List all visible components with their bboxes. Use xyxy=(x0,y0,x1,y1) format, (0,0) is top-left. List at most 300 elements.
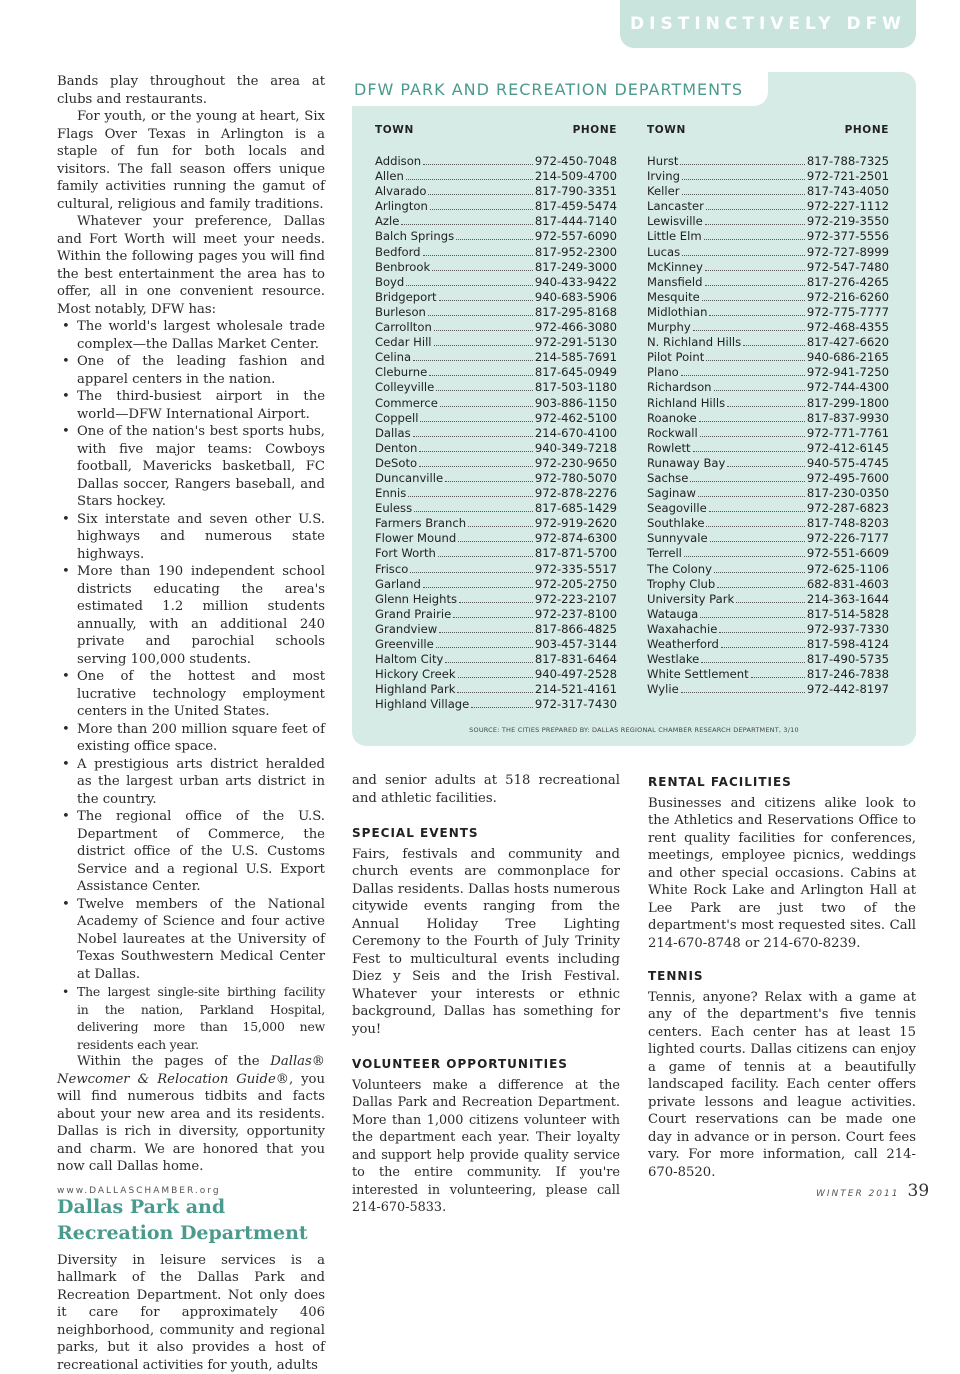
table-row xyxy=(375,365,617,380)
table-row xyxy=(647,320,889,335)
phone-number: 817-743-4050 xyxy=(807,184,889,199)
phone-number: 940-433-9422 xyxy=(535,275,617,290)
table-row xyxy=(647,637,889,652)
dot-leader xyxy=(693,330,805,331)
dot-leader xyxy=(468,526,533,527)
dot-leader xyxy=(682,179,805,180)
dot-leader xyxy=(714,390,805,391)
table-row xyxy=(375,411,617,426)
town-name: N. Richland Hills xyxy=(647,335,741,350)
phone-number: 940-575-4745 xyxy=(807,456,889,471)
town-name: Mesquite xyxy=(647,290,700,305)
col-header-phone: PHONE xyxy=(573,124,617,136)
dot-leader xyxy=(439,300,533,301)
phone-number: 972-941-7250 xyxy=(807,365,889,380)
table-rows xyxy=(647,154,889,697)
phone-number: 972-744-4300 xyxy=(807,380,889,395)
town-name: Highland Village xyxy=(375,697,469,712)
dot-leader xyxy=(682,255,805,256)
dot-leader xyxy=(456,239,533,240)
phone-number: 972-219-3550 xyxy=(807,214,889,229)
dot-leader xyxy=(423,255,533,256)
town-name: Mansfield xyxy=(647,275,703,290)
table-row xyxy=(375,214,617,229)
table-row xyxy=(647,531,889,546)
town-name: Celina xyxy=(375,350,411,365)
dfw-facts-list xyxy=(57,318,325,1053)
list-item: • More than 190 independent school districts educating the area's estimated 1.2 million students annually, with an additional 240 private and parochial schools serving 100,000 students. xyxy=(57,563,325,668)
phone-number: 972-775-7777 xyxy=(807,305,889,320)
phone-number: 817-748-8203 xyxy=(807,516,889,531)
table-row xyxy=(647,622,889,637)
table-row xyxy=(647,652,889,667)
phone-number: 972-237-8100 xyxy=(535,607,617,622)
town-name: Rowlett xyxy=(647,441,691,456)
paragraph: Volunteers make a difference at the Dallas Park and Recreation Department. More than 1,000 citizens volunteer with the department each year. Their loyalty and support help provide quality service to the entire community. If you're interested in volunteering, please call 214-670-5833. xyxy=(352,1077,620,1217)
dot-leader xyxy=(423,164,533,165)
town-name: Farmers Branch xyxy=(375,516,466,531)
table-rows xyxy=(375,154,617,712)
town-name: Dallas xyxy=(375,426,411,441)
table-header xyxy=(647,124,889,136)
town-name: Alvarado xyxy=(375,184,426,199)
town-name: Wylie xyxy=(647,682,679,697)
town-name: Westlake xyxy=(647,652,699,667)
dot-leader xyxy=(428,315,533,316)
town-name: Runaway Bay xyxy=(647,456,725,471)
town-name: Sunnyvale xyxy=(647,531,708,546)
table-row xyxy=(647,245,889,260)
town-name: Bedford xyxy=(375,245,421,260)
town-name: The Colony xyxy=(647,562,712,577)
table-row xyxy=(375,426,617,441)
town-name: Allen xyxy=(375,169,404,184)
town-name: Irving xyxy=(647,169,680,184)
dot-leader xyxy=(432,270,533,271)
phone-number: 817-788-7325 xyxy=(807,154,889,169)
phone-number: 817-276-4265 xyxy=(807,275,889,290)
phone-number: 972-317-7430 xyxy=(535,697,617,712)
table-title: DFW PARK AND RECREATION DEPARTMENTS xyxy=(354,80,743,99)
dot-leader xyxy=(702,300,805,301)
table-row xyxy=(647,667,889,682)
table-row xyxy=(375,290,617,305)
dot-leader xyxy=(408,496,533,497)
phone-number: 214-363-1644 xyxy=(807,592,889,607)
phone-number: 972-495-7600 xyxy=(807,471,889,486)
phone-number: 817-866-4825 xyxy=(535,622,617,637)
table-row xyxy=(375,441,617,456)
table-row xyxy=(647,682,889,697)
phone-number: 817-459-5474 xyxy=(535,199,617,214)
table-row xyxy=(375,562,617,577)
dot-leader xyxy=(459,602,533,603)
dot-leader xyxy=(419,451,532,452)
town-name: Cedar Hill xyxy=(375,335,432,350)
dot-leader xyxy=(714,572,805,573)
table-column-left xyxy=(375,124,617,712)
dot-leader xyxy=(743,345,805,346)
phone-number: 940-349-7218 xyxy=(535,441,617,456)
paragraph: For youth, or the young at heart, Six Flags Over Texas in Arlington is a staple of fun for both locals and visitors. The fall season offers unique family activities running the gamut of cultural, religious and family traditions. xyxy=(57,108,325,213)
table-row xyxy=(647,607,889,622)
dot-leader xyxy=(457,692,532,693)
dot-leader xyxy=(736,602,805,603)
phone-number: 972-377-5556 xyxy=(807,229,889,244)
phone-number: 972-771-7761 xyxy=(807,426,889,441)
dot-leader xyxy=(706,209,805,210)
list-item: • A prestigious arts district heralded as the largest urban arts district in the country. xyxy=(57,756,325,809)
table-row xyxy=(647,471,889,486)
special-events-heading: SPECIAL EVENTS xyxy=(352,825,620,843)
town-name: Duncanville xyxy=(375,471,443,486)
phone-number: 817-685-1429 xyxy=(535,501,617,516)
phone-number: 972-780-5070 xyxy=(535,471,617,486)
phone-number: 817-295-8168 xyxy=(535,305,617,320)
phone-number: 817-299-1800 xyxy=(807,396,889,411)
town-name: Lucas xyxy=(647,245,680,260)
town-name: Midlothian xyxy=(647,305,707,320)
table-row xyxy=(647,154,889,169)
paragraph xyxy=(57,1053,325,1176)
paragraph: Fairs, festivals and community and church events are commonplace for Dallas residents. Dallas hosts numerous citywide events ranging from the Annual Holiday Tree Lighting Ceremony to the Fourth of July Trinity Fest to multicultural events including Diez y Seis and the Irish Festival. Whatever your interests or ethnic background, Dallas has something for you! xyxy=(352,846,620,1039)
dot-leader xyxy=(705,270,805,271)
dot-leader xyxy=(727,406,805,407)
town-name: Flower Mound xyxy=(375,531,456,546)
dot-leader xyxy=(706,526,804,527)
phone-number: 972-291-5130 xyxy=(535,335,617,350)
table-row xyxy=(375,245,617,260)
paragraph: Diversity in leisure services is a hallmark of the Dallas Park and Recreation Department. Not only does it care for approximately 406 neighborhood, community and regional parks, but it also provides a host of recreational activities for youth, adults xyxy=(57,1252,325,1374)
phone-number: 817-427-6620 xyxy=(807,335,889,350)
rental-heading: RENTAL FACILITIES xyxy=(648,774,916,792)
dot-leader xyxy=(721,647,805,648)
town-name: Waxahachie xyxy=(647,622,717,637)
table-row xyxy=(375,305,617,320)
town-name: Burleson xyxy=(375,305,426,320)
dot-leader xyxy=(680,164,804,165)
table-row xyxy=(647,441,889,456)
dot-leader xyxy=(693,451,805,452)
table-row xyxy=(375,592,617,607)
dot-leader xyxy=(438,556,533,557)
table-row xyxy=(375,169,617,184)
table-row xyxy=(375,275,617,290)
phone-number: 972-287-6823 xyxy=(807,501,889,516)
town-name: University Park xyxy=(647,592,734,607)
phone-number: 972-878-2276 xyxy=(535,486,617,501)
table-row xyxy=(647,380,889,395)
town-name: Southlake xyxy=(647,516,704,531)
table-row xyxy=(647,199,889,214)
table-row xyxy=(375,607,617,622)
town-name: Plano xyxy=(647,365,679,380)
column-left xyxy=(57,73,325,1374)
dot-leader xyxy=(704,239,805,240)
phone-number: 972-226-7177 xyxy=(807,531,889,546)
town-name: Ennis xyxy=(375,486,406,501)
phone-number: 817-444-7140 xyxy=(535,214,617,229)
phone-number: 903-457-3144 xyxy=(535,637,617,652)
phone-number: 903-886-1150 xyxy=(535,396,617,411)
guide-title: Dallas® Newcomer & Relocation Guide® xyxy=(57,1054,325,1087)
table-row xyxy=(375,154,617,169)
dot-leader xyxy=(710,541,805,542)
town-name: Richardson xyxy=(647,380,712,395)
table-row xyxy=(375,320,617,335)
dot-leader xyxy=(401,224,532,225)
paragraph: Tennis, anyone? Relax with a game at any of the department's five tennis centers. Each center has at least 15 lighted courts. Dallas citizens can enjoy a game of tennis at a beautifully landscaped facility. Each center offers private lessons and league activities. Court reservations can be made one day in advance or in person. Court fees vary. For more information, call 214-670-8520. xyxy=(648,989,916,1182)
dot-leader xyxy=(719,632,805,633)
dot-leader xyxy=(434,345,533,346)
table-row xyxy=(647,562,889,577)
phone-number: 972-227-1112 xyxy=(807,199,889,214)
list-item: • One of the leading fashion and apparel centers in the nation. xyxy=(57,353,325,388)
dot-leader xyxy=(699,421,805,422)
table-row xyxy=(375,456,617,471)
town-name: DeSoto xyxy=(375,456,417,471)
table-row xyxy=(375,516,617,531)
dot-leader xyxy=(439,632,533,633)
table-row xyxy=(375,682,617,697)
town-name: Terrell xyxy=(647,546,682,561)
dot-leader xyxy=(414,511,533,512)
dpr-heading: Dallas Park and Recreation Department xyxy=(57,1194,325,1246)
phone-number: 817-490-5735 xyxy=(807,652,889,667)
table-row xyxy=(647,486,889,501)
tennis-heading: TENNIS xyxy=(648,968,916,986)
dot-leader xyxy=(698,496,805,497)
text-span: Within the pages of the xyxy=(77,1054,270,1069)
page-number: 39 xyxy=(908,1181,930,1201)
town-name: Garland xyxy=(375,577,421,592)
table-row xyxy=(375,546,617,561)
phone-number: 972-450-7048 xyxy=(535,154,617,169)
table-row xyxy=(647,214,889,229)
town-name: Colleyville xyxy=(375,380,434,395)
phone-number: 972-727-8999 xyxy=(807,245,889,260)
phone-number: 972-335-5517 xyxy=(535,562,617,577)
town-name: White Settlement xyxy=(647,667,749,682)
phone-number: 972-551-6609 xyxy=(807,546,889,561)
phone-number: 817-952-2300 xyxy=(535,245,617,260)
phone-number: 972-216-6260 xyxy=(807,290,889,305)
table-row xyxy=(647,260,889,275)
town-name: Sachse xyxy=(647,471,688,486)
table-row xyxy=(375,350,617,365)
town-name: Commerce xyxy=(375,396,438,411)
table-row xyxy=(647,305,889,320)
phone-number: 817-871-5700 xyxy=(535,546,617,561)
list-item: • More than 200 million square feet of existing office space. xyxy=(57,721,325,756)
town-name: Pilot Point xyxy=(647,350,704,365)
dot-leader xyxy=(684,556,805,557)
dot-leader xyxy=(727,466,804,467)
town-name: Trophy Club xyxy=(647,577,715,592)
table-row xyxy=(375,637,617,652)
footer-url: www.DALLASCHAMBER.org xyxy=(57,1186,221,1196)
town-name: Rockwall xyxy=(647,426,698,441)
town-name: Seagoville xyxy=(647,501,707,516)
town-name: Boyd xyxy=(375,275,404,290)
town-name: Murphy xyxy=(647,320,691,335)
town-name: Lancaster xyxy=(647,199,704,214)
table-row xyxy=(375,667,617,682)
dot-leader xyxy=(413,360,533,361)
table-row xyxy=(375,229,617,244)
dot-leader xyxy=(428,194,532,195)
dot-leader xyxy=(681,692,805,693)
table-row xyxy=(375,184,617,199)
text-span: , you will find numerous tidbits and facts about your new area and its residents. Dallas is rich in diversity, opportunity and charm. We are honored that you now call Dallas home. xyxy=(57,1072,325,1175)
phone-number: 817-598-4124 xyxy=(807,637,889,652)
table-row xyxy=(375,396,617,411)
list-item: • The world's largest wholesale trade complex—the Dallas Market Center. xyxy=(57,318,325,353)
paragraph: Whatever your preference, Dallas and Fort Worth will meet your needs. Within the following pages you will find the best entertainment the area has to offer, all in one convenient resource. Most notably, DFW has: xyxy=(57,213,325,318)
dot-leader xyxy=(453,617,533,618)
dot-leader xyxy=(458,541,533,542)
town-name: Frisco xyxy=(375,562,408,577)
table-row xyxy=(647,426,889,441)
dot-leader xyxy=(706,360,805,361)
section-header-tab xyxy=(620,0,916,48)
phone-number: 940-683-5906 xyxy=(535,290,617,305)
table-source-note: SOURCE: THE CITIES PREPARED BY: DALLAS REGIONAL CHAMBER RESEARCH DEPARTMENT, 3/10 xyxy=(352,726,916,734)
dot-leader xyxy=(717,587,805,588)
dot-leader xyxy=(440,406,533,407)
phone-number: 817-230-0350 xyxy=(807,486,889,501)
phone-number: 940-686-2165 xyxy=(807,350,889,365)
phone-number: 214-509-4700 xyxy=(535,169,617,184)
table-row xyxy=(647,290,889,305)
phone-number: 817-837-9930 xyxy=(807,411,889,426)
town-name: Glenn Heights xyxy=(375,592,457,607)
dot-leader xyxy=(406,179,533,180)
town-name: Saginaw xyxy=(647,486,696,501)
town-name: Fort Worth xyxy=(375,546,436,561)
town-name: Hurst xyxy=(647,154,678,169)
phone-number: 972-874-6300 xyxy=(535,531,617,546)
phone-number: 214-521-4161 xyxy=(535,682,617,697)
town-name: Cleburne xyxy=(375,365,427,380)
town-name: Highland Park xyxy=(375,682,455,697)
table-row xyxy=(647,546,889,561)
phone-number: 972-557-6090 xyxy=(535,229,617,244)
table-row xyxy=(647,169,889,184)
column-middle xyxy=(352,772,620,1217)
table-row xyxy=(375,697,617,712)
town-name: Carrollton xyxy=(375,320,432,335)
phone-number: 972-937-7330 xyxy=(807,622,889,637)
col-header-phone: PHONE xyxy=(845,124,889,136)
table-row xyxy=(375,486,617,501)
dot-leader xyxy=(410,572,533,573)
table-header xyxy=(375,124,617,136)
town-name: Grandview xyxy=(375,622,437,637)
dot-leader xyxy=(445,662,532,663)
town-name: Addison xyxy=(375,154,421,169)
dot-leader xyxy=(436,647,533,648)
town-name: Richland Hills xyxy=(647,396,725,411)
phone-number: 682-831-4603 xyxy=(807,577,889,592)
dot-leader xyxy=(701,662,805,663)
table-row xyxy=(375,622,617,637)
dot-leader xyxy=(413,436,533,437)
phone-number: 214-670-4100 xyxy=(535,426,617,441)
phone-number: 817-246-7838 xyxy=(807,667,889,682)
volunteer-heading: VOLUNTEER OPPORTUNITIES xyxy=(352,1056,620,1074)
park-departments-table xyxy=(352,72,916,746)
phone-number: 972-205-2750 xyxy=(535,577,617,592)
town-name: Haltom City xyxy=(375,652,443,667)
dot-leader xyxy=(436,390,533,391)
town-name: Azle xyxy=(375,214,399,229)
paragraph: Businesses and citizens alike look to the Athletics and Reservations Office to rent quality facilities for conferences, meetings, employee picnics, weddings and other special occasions. Cabins at White Rock Lake and Arlington Hall at Lee Park are just two of the department's most requested sites. Call 214-670-8748 or 214-670-8239. xyxy=(648,795,916,953)
town-name: Balch Springs xyxy=(375,229,454,244)
table-row xyxy=(647,456,889,471)
dot-leader xyxy=(458,677,533,678)
phone-number: 817-249-3000 xyxy=(535,260,617,275)
phone-number: 972-468-4355 xyxy=(807,320,889,335)
dot-leader xyxy=(682,194,805,195)
town-name: Weatherford xyxy=(647,637,719,652)
list-item: • One of the nation's best sports hubs, with five major teams: Cowboys football, Mavericks basketball, FC Dallas soccer, Rangers baseball, and Stars hockey. xyxy=(57,423,325,511)
phone-number: 972-721-2501 xyxy=(807,169,889,184)
dot-leader xyxy=(445,481,533,482)
table-row xyxy=(647,577,889,592)
dot-leader xyxy=(471,707,533,708)
list-item: • One of the hottest and most lucrative technology employment centers in the United States. xyxy=(57,668,325,721)
table-row xyxy=(375,199,617,214)
paragraph: and senior adults at 518 recreational and athletic facilities. xyxy=(352,772,620,807)
phone-number: 972-412-6145 xyxy=(807,441,889,456)
town-name: Denton xyxy=(375,441,417,456)
dot-leader xyxy=(709,511,805,512)
phone-number: 972-919-2620 xyxy=(535,516,617,531)
town-name: Bridgeport xyxy=(375,290,437,305)
table-row xyxy=(375,501,617,516)
col-header-town: TOWN xyxy=(375,124,414,136)
dot-leader xyxy=(700,617,805,618)
dot-leader xyxy=(705,224,805,225)
phone-number: 972-230-9650 xyxy=(535,456,617,471)
dot-leader xyxy=(681,375,805,376)
dot-leader xyxy=(419,466,533,467)
phone-number: 972-442-8197 xyxy=(807,682,889,697)
phone-number: 817-514-5828 xyxy=(807,607,889,622)
list-item: • The regional office of the U.S. Department of Commerce, the district office of the U.S. Customs Service and a regional U.S. Export Assistance Center. xyxy=(57,808,325,896)
table-row xyxy=(647,184,889,199)
town-name: Hickory Creek xyxy=(375,667,456,682)
table-row xyxy=(647,365,889,380)
phone-number: 940-497-2528 xyxy=(535,667,617,682)
town-name: McKinney xyxy=(647,260,703,275)
list-item: • Twelve members of the National Academy of Science and four active Nobel laureates at the University of Texas Southwestern Medical Center at Dallas. xyxy=(57,896,325,984)
town-name: Grand Prairie xyxy=(375,607,451,622)
column-right xyxy=(648,774,916,1181)
section-header-label: DISTINCTIVELY DFW xyxy=(630,14,906,34)
town-name: Roanoke xyxy=(647,411,697,426)
paragraph: Bands play throughout the area at clubs and restaurants. xyxy=(57,73,325,108)
list-item: • Six interstate and seven other U.S. highways and numerous state highways. xyxy=(57,511,325,564)
phone-number: 817-790-3351 xyxy=(535,184,617,199)
dot-leader xyxy=(406,285,533,286)
dot-leader xyxy=(423,587,533,588)
footer-season: WINTER 2011 xyxy=(816,1189,900,1199)
footer-page-info xyxy=(816,1181,929,1201)
table-row xyxy=(375,577,617,592)
phone-number: 817-645-0949 xyxy=(535,365,617,380)
